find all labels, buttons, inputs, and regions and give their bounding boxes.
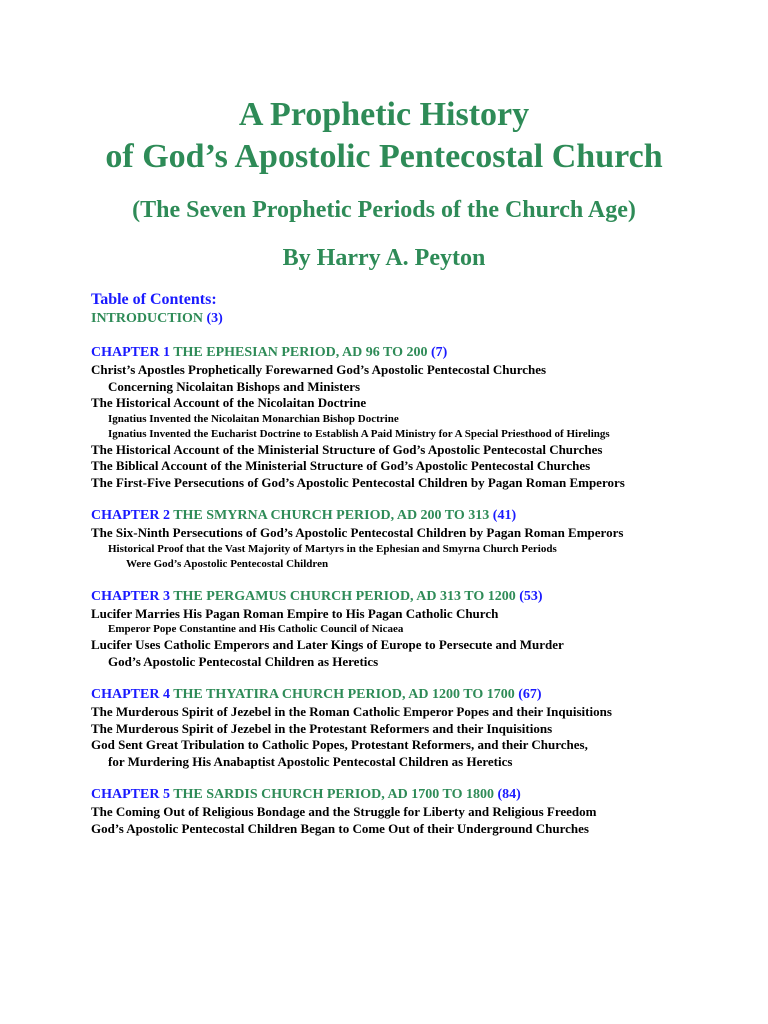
chapter-3 xyxy=(91,588,751,671)
toc-subentry: Emperor Pope Constantine and His Catholic Council of Nicaea xyxy=(108,623,404,635)
document-author: By Harry A. Peyton xyxy=(282,245,486,271)
toc-entry: The Biblical Account of the Ministerial Structure of God’s Apostolic Pentecostal Churches xyxy=(91,458,591,473)
toc-entry: Lucifer Marries His Pagan Roman Empire to His Pagan Catholic Church xyxy=(91,605,499,621)
chapter-heading xyxy=(91,507,751,525)
introduction-page: (3) xyxy=(206,311,223,326)
toc-entry: God’s Apostolic Pentecostal Children as Heretics xyxy=(108,653,379,669)
introduction-label: INTRODUCTION xyxy=(91,311,204,326)
toc-entry: God Sent Great Tribulation to Catholic Popes, Protestant Reformers, and their Churches, xyxy=(91,737,588,752)
chapter-5 xyxy=(91,786,751,837)
toc-entry: Concerning Nicolaitan Bishops and Ministers xyxy=(108,378,361,394)
chapter-label: CHAPTER 1 xyxy=(91,345,170,360)
chapter-name: THE SARDIS CHURCH PERIOD, AD 1700 TO 1800 xyxy=(173,787,494,802)
toc-subentry: Ignatius Invented the Eucharist Doctrine to Establish A Paid Ministry for A Special Priesthood of Hirelings xyxy=(108,427,610,440)
chapter-2 xyxy=(91,507,751,572)
document-title-line1: A Prophetic History xyxy=(238,96,530,133)
chapter-4 xyxy=(91,686,751,770)
toc-entry: The Six-Ninth Persecutions of God’s Apostolic Pentecostal Children by Pagan Roman Emperors xyxy=(91,525,624,540)
chapter-name: THE THYATIRA CHURCH PERIOD, AD 1200 TO 1700 xyxy=(173,687,515,702)
chapter-page: (7) xyxy=(430,345,448,360)
chapter-page: (41) xyxy=(492,508,517,523)
table-of-contents xyxy=(91,290,751,853)
toc-entry: The Historical Account of the Nicolaitan Doctrine xyxy=(91,395,367,410)
toc-entry: The Coming Out of Religious Bondage and the Struggle for Liberty and Religious Freedom xyxy=(91,804,597,819)
toc-subentry: Ignatius Invented the Nicolaitan Monarchian Bishop Doctrine xyxy=(108,412,399,425)
toc-entry: The Murderous Spirit of Jezebel in the Protestant Reformers and their Inquisitions xyxy=(91,720,553,736)
chapter-heading xyxy=(91,786,751,804)
chapter-page: (53) xyxy=(519,588,543,604)
toc-subentry: Historical Proof that the Vast Majority of Martyrs in the Ephesian and Smyrna Church Periods xyxy=(108,542,557,555)
chapter-1 xyxy=(91,344,751,491)
chapter-page: (67) xyxy=(518,687,542,702)
toc-entry: Lucifer Uses Catholic Emperors and Later Kings of Europe to Persecute and Murder xyxy=(91,637,564,652)
toc-entry: The Murderous Spirit of Jezebel in the Roman Catholic Emperor Popes and their Inquisitions xyxy=(91,704,612,719)
chapter-heading xyxy=(91,344,751,362)
toc-entry: God’s Apostolic Pentecostal Children Began to Come Out of their Underground Churches xyxy=(91,820,589,836)
document-title-line2: of God’s Apostolic Pentecostal Church xyxy=(105,138,663,175)
chapter-heading xyxy=(91,588,751,606)
chapter-label: CHAPTER 5 xyxy=(91,787,170,802)
document-subtitle: (The Seven Prophetic Periods of the Church Age) xyxy=(132,197,636,223)
chapter-heading xyxy=(91,686,751,704)
toc-entry: The Historical Account of the Ministerial Structure of God’s Apostolic Pentecostal Churches xyxy=(91,441,603,457)
chapter-label: CHAPTER 2 xyxy=(91,508,170,523)
toc-subentry: Were God’s Apostolic Pentecostal Children xyxy=(126,557,329,570)
toc-heading: Table of Contents: xyxy=(91,291,217,308)
toc-introduction xyxy=(91,310,751,328)
toc-entry: The First-Five Persecutions of God’s Apostolic Pentecostal Children by Pagan Roman Emperors xyxy=(91,474,625,490)
chapter-label: CHAPTER 3 xyxy=(91,588,170,604)
toc-entry: for Murdering His Anabaptist Apostolic Pentecostal Children as Heretics xyxy=(108,753,513,769)
chapter-page: (84) xyxy=(497,787,521,802)
chapter-label: CHAPTER 4 xyxy=(91,687,170,702)
toc-entry: Christ’s Apostles Prophetically Forewarned God’s Apostolic Pentecostal Churches xyxy=(91,362,547,377)
chapter-name: THE PERGAMUS CHURCH PERIOD, AD 313 TO 1200 xyxy=(173,588,516,604)
chapter-name: THE SMYRNA CHURCH PERIOD, AD 200 TO 313 xyxy=(173,508,490,523)
chapter-name: THE EPHESIAN PERIOD, AD 96 TO 200 xyxy=(173,345,428,360)
